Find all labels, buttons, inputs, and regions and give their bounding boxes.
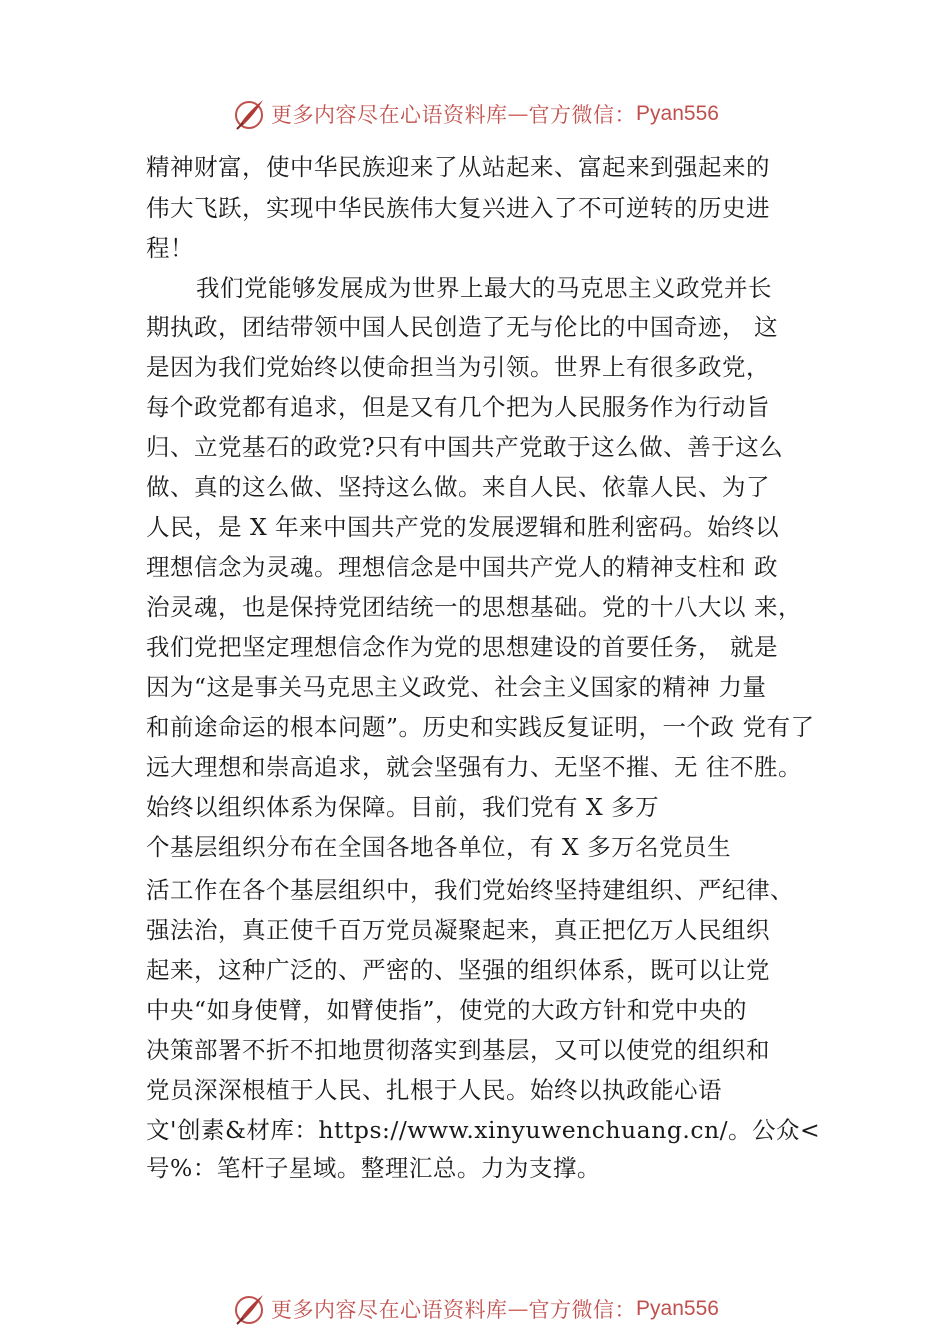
footer-banner-separator: —	[507, 1297, 529, 1321]
body-line: 始终以组织体系为保障。目前，我们党有 X 多万	[146, 793, 660, 821]
body-line: 每个政党都有追求，但是又有几个把为人民服务作为行动旨	[146, 393, 770, 421]
body-line: 期执政，团结带领中国人民创造了无与伦比的中国奇迹， 这	[146, 313, 778, 341]
body-line: 强法治，真正使千百万党员凝聚起来，真正把亿万人民组织	[146, 916, 770, 944]
body-line: 治灵魂，也是保持党团结统一的思想基础。党的十八大以 来，	[146, 593, 802, 621]
header-contact-label: 官方微信：	[528, 103, 637, 127]
body-line: 党员深深根植于人民、扎根于人民。始终以执政能心语	[146, 1076, 722, 1104]
body-line: 理想信念为灵魂。理想信念是中国共产党人的精神支柱和 政	[146, 553, 778, 581]
footer-contact-label: 官方微信：	[528, 1298, 637, 1322]
paragraph-start-line: 我们党能够发展成为世界上最大的马克思主义政党并长	[196, 274, 772, 302]
body-line: 远大理想和崇高追求，就会坚强有力、无坚不摧、无 往不胜。	[146, 753, 802, 781]
header-banner-text: 更多内容尽在心语资料库	[271, 103, 508, 127]
body-line: 我们党把坚定理想信念作为党的思想建设的首要任务， 就是	[146, 633, 778, 661]
body-line: 决策部署不折不扣地贯彻落实到基层，又可以使党的组织和	[146, 1036, 770, 1064]
body-line: 中央“如身使臂，如臂使指”，使党的大政方针和党中央的	[146, 996, 748, 1024]
body-line: 和前途命运的根本问题”。历史和实践反复证明，一个政 党有了	[146, 713, 815, 741]
body-line: 号%：笔杆子星域。整理汇总。力为支撑。	[146, 1154, 601, 1182]
body-line: 是因为我们党始终以使命担当为引领。世界上有很多政党，	[146, 353, 770, 381]
body-line: 文'创素&材库：https://www.xinyuwenchuang.cn/。公众<	[146, 1116, 821, 1144]
body-line: 因为“这是事关马克思主义政党、社会主义国家的精神 力量	[146, 673, 767, 701]
body-line: 归、立党基石的政党?只有中国共产党敢于这么做、善于这么	[146, 433, 784, 461]
header-banner-separator: —	[507, 102, 529, 126]
header-contact-id: Pyan556	[636, 102, 719, 125]
body-line: 做、真的这么做、坚持这么做。来自人民、依靠人民、为了	[146, 473, 770, 501]
body-line: 活工作在各个基层组织中，我们党始终坚持建组织、严纪律、	[146, 876, 794, 904]
body-line: 人民，是 X 年来中国共产党的发展逻辑和胜利密码。始终以	[146, 513, 780, 541]
quill-logo-icon	[231, 1291, 267, 1327]
footer-banner	[0, 1287, 950, 1331]
body-line: 起来，这种广泛的、严密的、坚强的组织体系，既可以让党	[146, 956, 770, 984]
footer-banner-text: 更多内容尽在心语资料库	[271, 1298, 508, 1322]
body-line: 伟大飞跃，实现中华民族伟大复兴进入了不可逆转的历史进	[146, 194, 770, 222]
body-line: 个基层组织分布在全国各地各单位，有 X 多万名党员生	[146, 833, 732, 861]
body-line: 精神财富，使中华民族迎来了从站起来、富起来到强起来的	[146, 153, 770, 181]
footer-contact-id: Pyan556	[636, 1297, 719, 1320]
body-line: 程！	[146, 234, 194, 262]
